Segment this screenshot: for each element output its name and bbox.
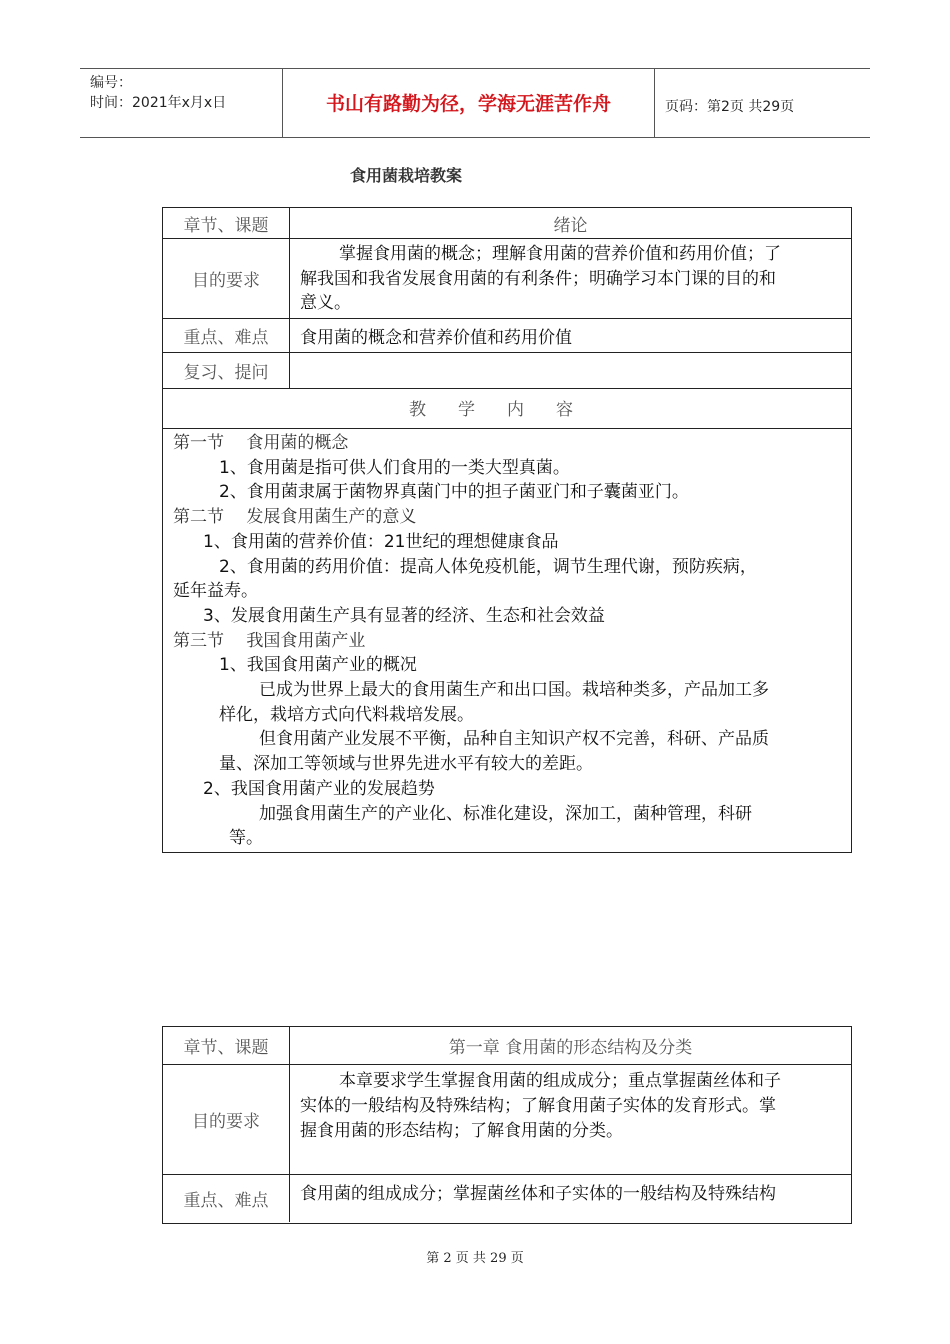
header-page-info: 页码：第2页 共29页	[665, 99, 795, 115]
key-points-row	[163, 1175, 851, 1222]
content-line: 延年益寿。	[173, 581, 258, 602]
goal-value	[290, 1065, 851, 1174]
chapter-row	[163, 208, 851, 239]
content-line: 量、深加工等领域与世界先进水平有较大的差距。	[219, 754, 593, 775]
goal-line: 掌握食用菌的概念；理解食用菌的营养价值和药用价值；了	[339, 244, 781, 264]
content-line: 3、发展食用菌生产具有显著的经济、生态和社会效益	[203, 605, 605, 626]
review-row	[163, 353, 851, 389]
content-line: 已成为世界上最大的食用菌生产和出口国。栽培种类多，产品加工多	[259, 680, 769, 701]
header-motto: 书山有路勤为径，学海无涯苦作舟	[283, 69, 655, 137]
page-footer: 第 2 页 共 29 页	[426, 1251, 524, 1266]
document-title: 食用菌栽培教案	[350, 166, 463, 185]
chapter-row	[163, 1027, 851, 1065]
content-line: 等。	[229, 828, 263, 849]
goal-row	[163, 1065, 851, 1175]
time-text: 时间：2021年x月x日	[90, 95, 227, 111]
section-3-title: 第三节 我国食用菌产业	[173, 630, 366, 651]
content-header-row	[163, 389, 851, 429]
key-points-value: 食用菌的概念和营养价值和药用价值	[300, 328, 572, 348]
teaching-content	[163, 429, 851, 851]
chapter-label: 章节、课题	[163, 208, 290, 238]
content-header: 教学内容	[409, 400, 605, 420]
content-line: 2、食用菌隶属于菌物界真菌门中的担子菌亚门和子囊菌亚门。	[219, 482, 689, 503]
chapter-value: 第一章 食用菌的形态结构及分类	[448, 1038, 693, 1058]
content-line: 1、我国食用菌产业的概况	[219, 655, 417, 676]
key-points-value: 食用菌的组成成分；掌握菌丝体和子实体的一般结构及特殊结构	[300, 1184, 776, 1204]
content-line: 1、食用菌是指可供人们食用的一类大型真菌。	[219, 457, 570, 478]
goal-line: 意义。	[300, 293, 351, 313]
content-line: 加强食用菌生产的产业化、标准化建设，深加工，菌种管理，科研	[259, 803, 752, 824]
header-meta-cell	[80, 69, 283, 137]
content-line: 1、食用菌的营养价值：21世纪的理想健康食品	[203, 531, 559, 552]
chapter-label: 章节、课题	[163, 1027, 290, 1064]
content-body-row	[163, 429, 851, 851]
content-line: 但食用菌产业发展不平衡，品种自主知识产权不完善，科研、产品质	[259, 729, 769, 750]
review-label: 复习、提问	[163, 353, 290, 388]
content-line: 样化，栽培方式向代料栽培发展。	[219, 704, 474, 725]
section-2-title: 第二节 发展食用菌生产的意义	[173, 507, 417, 528]
goal-value	[290, 239, 851, 318]
key-points-row	[163, 319, 851, 353]
content-line: 2、我国食用菌产业的发展趋势	[203, 778, 435, 799]
goal-line: 本章要求学生掌握食用菌的组成成分；重点掌握菌丝体和子	[339, 1071, 781, 1091]
content-line: 2、食用菌的药用价值：提高人体免疫机能，调节生理代谢，预防疾病，	[219, 556, 757, 577]
key-points-label: 重点、难点	[163, 1175, 290, 1222]
key-points-label: 重点、难点	[163, 319, 290, 352]
lesson-table-intro	[162, 207, 852, 853]
serial-label: 编号：	[90, 75, 132, 91]
section-1-title: 第一节 食用菌的概念	[173, 433, 349, 453]
lesson-table-chapter-1	[162, 1026, 852, 1224]
review-value	[290, 353, 851, 388]
goal-line: 实体的一般结构及特殊结构；了解食用菌子实体的发育形式。掌	[300, 1096, 776, 1116]
goal-line: 握食用菌的形态结构；了解食用菌的分类。	[300, 1121, 623, 1141]
goal-row	[163, 239, 851, 319]
page-header	[80, 68, 870, 138]
chapter-value: 绪论	[553, 215, 588, 236]
goal-label: 目的要求	[163, 239, 290, 318]
goal-label: 目的要求	[163, 1065, 290, 1174]
goal-line: 解我国和我省发展食用菌的有利条件；明确学习本门课的目的和	[300, 268, 776, 289]
